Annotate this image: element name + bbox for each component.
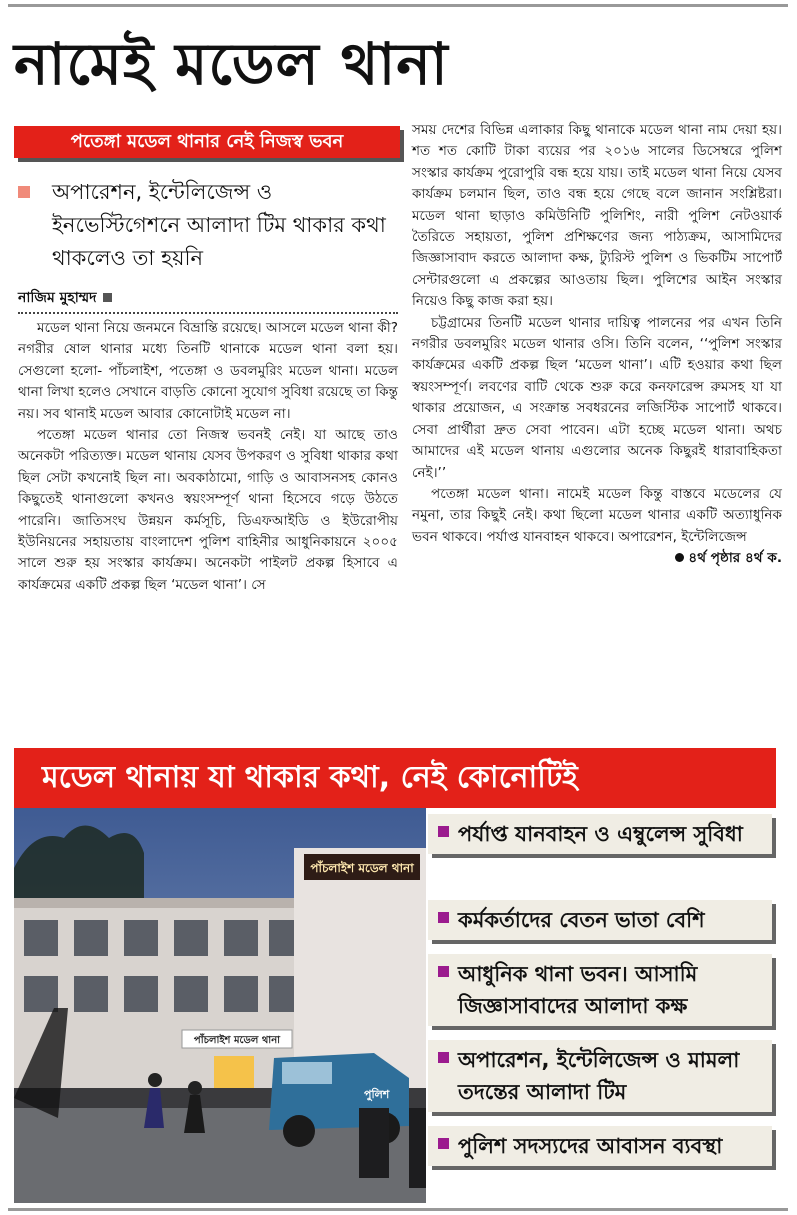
fact-text: আধুনিক থানা ভবন। আসামি জিজ্ঞাসাবাদের আলাদা কক্ষ bbox=[458, 962, 698, 1018]
strapline: অপারেশন, ইন্টেলিজেন্স ও ইনভেস্টিগেশনে আলাদা টিম থাকার কথা থাকলেও তা হয়নি bbox=[52, 180, 386, 270]
fact-item bbox=[428, 1126, 772, 1166]
square-bullet-icon bbox=[438, 966, 449, 977]
strapline-block bbox=[18, 176, 404, 275]
fact-item bbox=[428, 814, 772, 854]
article-column-2 bbox=[412, 120, 782, 570]
byline-name: নাজিম মুহাম্মদ bbox=[18, 290, 97, 306]
paragraph: পতেঙ্গা মডেল থানা। নামেই মডেল কিন্তু বাস্তবে মডেলের যে নমুনা, তার কিছুই নেই। কথা ছিলো মডেল থানার একটি অত্যাধুনিক ভবন থাকবে। পর্যাপ্ত যানবাহন থাকবে। অপারেশন, ইন্টেলিজেন্স bbox=[412, 485, 782, 545]
fact-text: পর্যাপ্ত যানবাহন ও এম্বুলেন্স সুবিধা bbox=[458, 822, 743, 846]
paragraph: চট্টগ্রামের তিনটি মডেল থানার দায়িত্ব পালনের পর এখন তিনি নগরীর ডবলমুরিং মডেল থানার ওসি। তিনি বলেন, ‘‘পুলিশ সংস্কার কার্যক্রমের একটি প্রকল্প ছিল ‘মডেল থানা’। এটি হওয়ার কথা ছিল স্বয়ংসম্পূর্ণ। লবণের বাটি থেকে শুরু করে কনফারেন্স রুমসহ যা যা থাকার প্রয়োজন, এ সংক্রান্ত সবধরনের লজিস্টিক সাপোর্ট থাকবে। সেবা প্রার্থীরা দ্রুত সেবা পাবেন। এটা হচ্ছে মডেল থানা। অথচ আমাদের এই মডেল থানায় এগুলোর অনেক কিছুরই ধারাবাহিকতা নেই।’’ bbox=[412, 314, 782, 481]
paragraph: সময় দেশের বিভিন্ন এলাকার কিছু থানাকে মডেল থানা নাম দেয়া হয়। শত শত কোটি টাকা ব্যয়ের পর ২০১৬ সালের ডিসেম্বরে পুলিশ সংস্কার কার্যক্রম পুরোপুরি বন্ধ হয়ে যায়। তাই মডেল থানা নিয়ে যেসব কার্যক্রম চলমান ছিল, তাও বন্ধ হয়ে গেছে বলে জানান সংশ্লিষ্টরা। মডেল থানা ছাড়াও কমিউনিটি পুলিশিং, নারী পুলিশ নেটওয়ার্ক তৈরিতে সহায়তা, পুলিশ প্রশিক্ষণের জন্য পাঠ্যক্রম, আসামিদের জিজ্ঞাসাবাদ করতে আলাদা কক্ষ, ট্যুরিস্ট পুলিশ ও ভিকটিম সাপোর্ট সেন্টারগুলো এ প্রকল্পের আওতায় ছিল। পুলিশের আইন সংস্কার নিয়েও কিছু কাজ করা হয়। bbox=[412, 122, 782, 310]
fact-item bbox=[428, 954, 772, 1026]
station-sign-building: পাঁচলাইশ মডেল থানা bbox=[193, 1035, 281, 1046]
fact-item bbox=[428, 1040, 772, 1112]
box-title: মডেল থানায় যা থাকার কথা, নেই কোনোটিই bbox=[14, 748, 776, 808]
fact-text: অপারেশন, ইন্টেলিজেন্স ও মামলা তদন্তের আলাদা টিম bbox=[458, 1048, 740, 1104]
photo-illustration bbox=[14, 808, 426, 1203]
square-bullet-icon bbox=[18, 186, 30, 198]
dotted-divider bbox=[18, 312, 398, 314]
subheadline: পতেঙ্গা মডেল থানার নেই নিজস্ব ভবন bbox=[14, 126, 400, 158]
square-bullet-icon bbox=[438, 912, 449, 923]
paragraph: পতেঙ্গা মডেল থানার তো নিজস্ব ভবনই নেই। যা আছে তাও অনেকটা পরিত্যক্ত। মডেল থানায় যেসব উপকরণ ও সুবিধা থাকার কথা ছিল সেটা কখনোই ছিল না। অবকাঠামো, গাড়ি ও আবাসনসহ কোনও কিছুতেই থানাগুলো কখনও স্বয়ংসম্পূর্ণ থানা হিসেবে গড়ে উঠতে পারেনি। জাতিসংঘ উন্নয়ন কর্মসূচি, ডিএফআইডি ও ইউরোপীয় ইউনিয়নের সহায়তায় বাংলাদেশ পুলিশ বাহিনীর আধুনিকায়নে ২০০৫ সালে শুরু হয় সংস্কার কার্যক্রম। অনেকটা পাইলট প্রকল্প হিসাবে এ কার্যক্রমের একটি প্রকল্প ছিল ‘মডেল থানা’। সে bbox=[18, 427, 398, 593]
facts-list bbox=[418, 808, 776, 1203]
fact-text: কর্মকর্তাদের বেতন ভাতা বেশি bbox=[458, 908, 705, 932]
byline bbox=[18, 286, 112, 310]
station-sign-top: পাঁচলাইশ মডেল থানা bbox=[310, 861, 414, 875]
square-icon bbox=[103, 293, 112, 302]
bullet-dot-icon bbox=[675, 553, 684, 562]
bottom-rule bbox=[8, 1208, 788, 1211]
continuation-note bbox=[412, 548, 782, 569]
paragraph: মডেল থানা নিয়ে জনমনে বিভ্রান্তি রয়েছে। আসলে মডেল থানা কী? নগরীর ষোল থানার মধ্যে তিনটি থানাকে মডেল থানা বলা হয়। সেগুলো হলো- পাঁচলাইশ, পতেঙ্গা ও ডবলমুরিং মডেল থানা। মডেল থানা লিখা হলেও সেখানে বাড়তি কোনো সুযোগ সুবিধা রয়েছে তা কিন্তু নয়। সব থানাই মডেল আবার কোনোটাই মডেল না। bbox=[18, 320, 398, 422]
square-bullet-icon bbox=[438, 1138, 449, 1149]
vehicle-text: পুলিশ bbox=[364, 1088, 390, 1101]
jump-text: ৪র্থ পৃষ্ঠার ৪র্থ ক. bbox=[688, 550, 782, 567]
square-bullet-icon bbox=[438, 1052, 449, 1063]
article-column-1 bbox=[18, 318, 398, 596]
headline: নামেই মডেল থানা bbox=[14, 30, 449, 98]
top-rule bbox=[8, 4, 788, 7]
square-bullet-icon bbox=[438, 826, 449, 837]
fact-item bbox=[428, 900, 772, 940]
fact-text: পুলিশ সদস্যদের আবাসন ব্যবস্থা bbox=[458, 1134, 723, 1158]
police-station-photo bbox=[14, 808, 426, 1203]
